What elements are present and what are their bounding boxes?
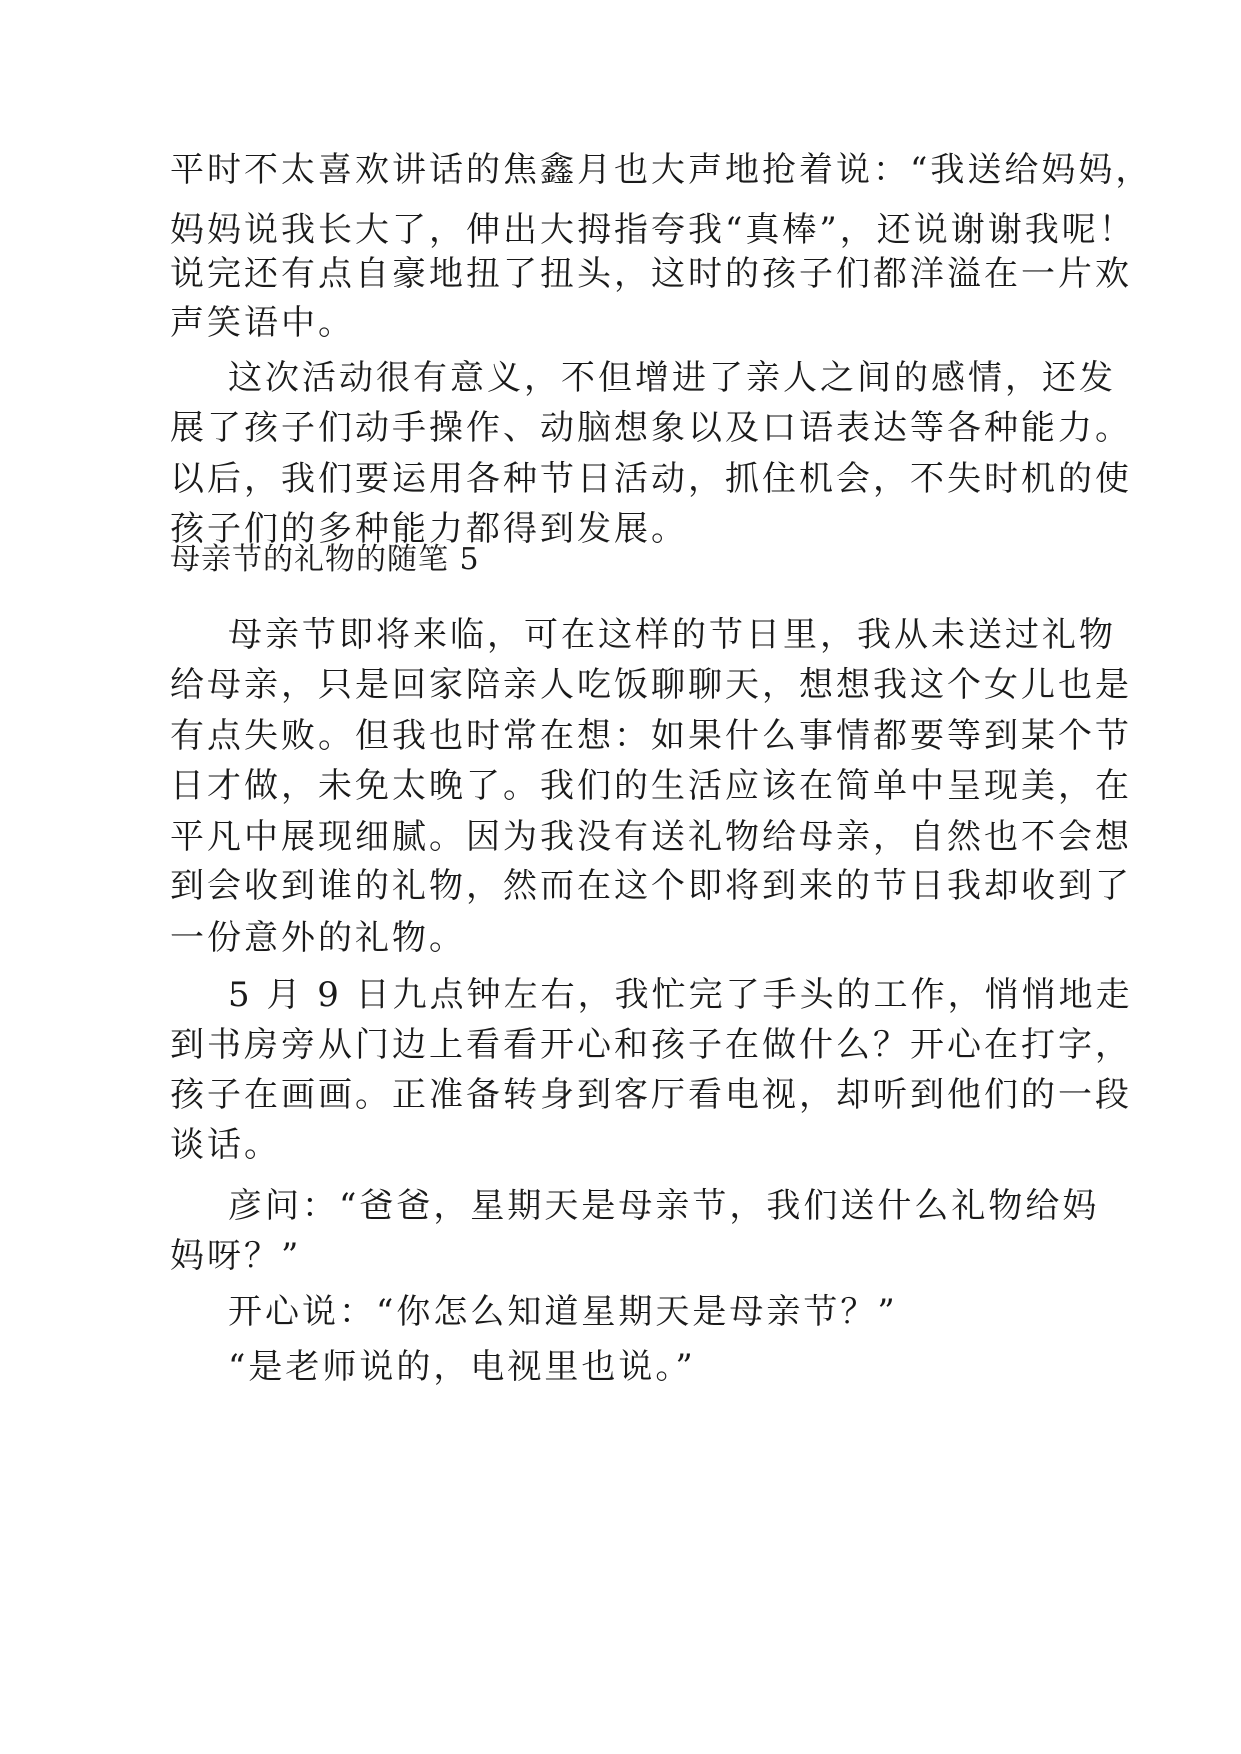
text-line: 开心说：“你怎么知道星期天是母亲节？” bbox=[228, 1292, 898, 1332]
section-heading: 母亲节的礼物的随笔 5 bbox=[170, 542, 480, 577]
text-line: 妈呀？” bbox=[170, 1236, 302, 1276]
text-line: 妈妈说我长大了，伸出大拇指夸我“真棒”，还说谢谢我呢！ bbox=[170, 210, 1136, 250]
text-line: 展了孩子们动手操作、动脑想象以及口语表达等各种能力。 bbox=[170, 408, 1132, 448]
text-line: 这次活动很有意义，不但增进了亲人之间的感情，还发 bbox=[228, 358, 1116, 398]
text-line: 到书房旁从门边上看看开心和孩子在做什么？开心在打字， bbox=[170, 1025, 1132, 1065]
text-line: 到会收到谁的礼物，然而在这个即将到来的节日我却收到了 bbox=[170, 866, 1132, 906]
text-line: 以后，我们要运用各种节日活动，抓住机会，不失时机的使 bbox=[170, 459, 1132, 499]
text-line: “是老师说的，电视里也说。” bbox=[228, 1347, 696, 1387]
text-line: 平时不太喜欢讲话的焦鑫月也大声地抢着说：“我送给妈妈， bbox=[170, 150, 1153, 190]
text-line: 母亲节即将来临，可在这样的节日里，我从未送过礼物 bbox=[228, 615, 1116, 655]
text-line: 一份意外的礼物。 bbox=[170, 918, 466, 958]
text-line: 声笑语中。 bbox=[170, 303, 355, 343]
text-line: 说完还有点自豪地扭了扭头，这时的孩子们都洋溢在一片欢 bbox=[170, 254, 1132, 294]
text-line: 5 月 9 日九点钟左右，我忙完了手头的工作，悄悄地走 bbox=[228, 975, 1133, 1015]
text-line: 孩子们的多种能力都得到发展。 bbox=[170, 509, 688, 549]
text-line: 有点失败。但我也时常在想：如果什么事情都要等到某个节 bbox=[170, 716, 1132, 756]
text-line: 给母亲，只是回家陪亲人吃饭聊聊天，想想我这个女儿也是 bbox=[170, 665, 1132, 705]
text-line: 谈话。 bbox=[170, 1125, 281, 1165]
text-line: 孩子在画画。正准备转身到客厅看电视，却听到他们的一段 bbox=[170, 1075, 1132, 1115]
text-line: 彦问：“爸爸，星期天是母亲节，我们送什么礼物给妈 bbox=[228, 1186, 1100, 1226]
text-line: 日才做，未免太晚了。我们的生活应该在简单中呈现美，在 bbox=[170, 766, 1132, 806]
text-line: 平凡中展现细腻。因为我没有送礼物给母亲，自然也不会想 bbox=[170, 817, 1132, 857]
